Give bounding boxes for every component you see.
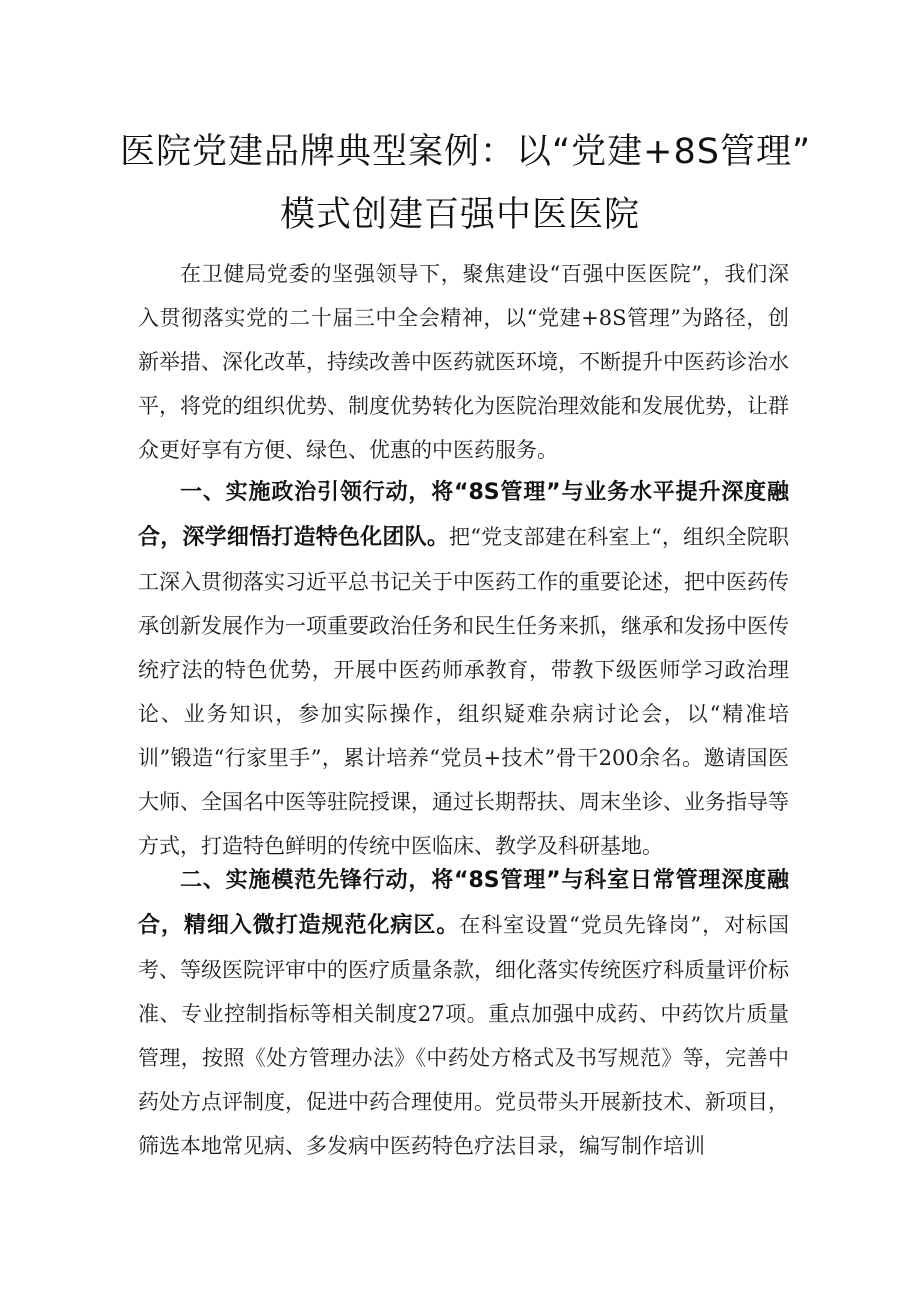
section-one-paragraph [138,470,789,868]
section-two-heading: 二、实施模范先锋行动，将“8S管理”与科室日常管理深度融合，精细入微打造规范化病区。 [138,868,789,938]
document-title-line-2: 模式创建百强中医医院 [279,195,640,235]
section-two [138,858,789,1168]
section-one-heading: 一、实施政治引领行动，将“8S管理”与业务水平提升深度融合，深学细悟打造特色化团队。 [138,480,789,550]
section-two-body: 在科室设置“党员先锋岗”，对标国考、等级医院评审中的医疗质量条款，细化落实传统医疗科质量评价标准、专业控制指标等相关制度27项。重点加强中成药、中药饮片质量管理，按照《处方管理办法》《中药处方格式及书写规范》等，完善中药处方点评制度，促进中药合理使用。党员带头开展新技术、新项目，筛选本地常见病、多发病中医药特色疗法目录，编写制作培训 [138,913,789,1158]
section-two-paragraph [138,858,789,1168]
section-one [138,470,789,868]
document-title-line-1: 医院党建品牌典型案例：以“党建+8S管理” [120,132,812,172]
intro-section [138,252,789,472]
section-one-body: 把“党支部建在科室上“，组织全院职工深入贯彻落实习近平总书记关于中医药工作的重要论述，把中医药传承创新发展作为一项重要政治任务和民生任务来抓，继承和发扬中医传统疗法的特色优势，开展中医药师承教育，带教下级医师学习政治理论、业务知识，参加实际操作，组织疑难杂病讨论会，以“精准培训”锻造“行家里手”，累计培养“党员+技术”骨干200余名。邀请国医大师、全国名中医等驻院授课，通过长期帮扶、周末坐诊、业务指导等方式，打造特色鲜明的传统中医临床、教学及科研基地。 [138,525,789,858]
intro-paragraph: 在卫健局党委的坚强领导下，聚焦建设“百强中医医院”，我们深入贯彻落实党的二十届三中全会精神，以“党建+8S管理”为路径，创新举措、深化改革，持续改善中医药就医环境，不断提升中医药诊治水平，将党的组织优势、制度优势转化为医院治理效能和发展优势，让群众更好享有方便、绿色、优惠的中医药服务。 [138,262,789,462]
